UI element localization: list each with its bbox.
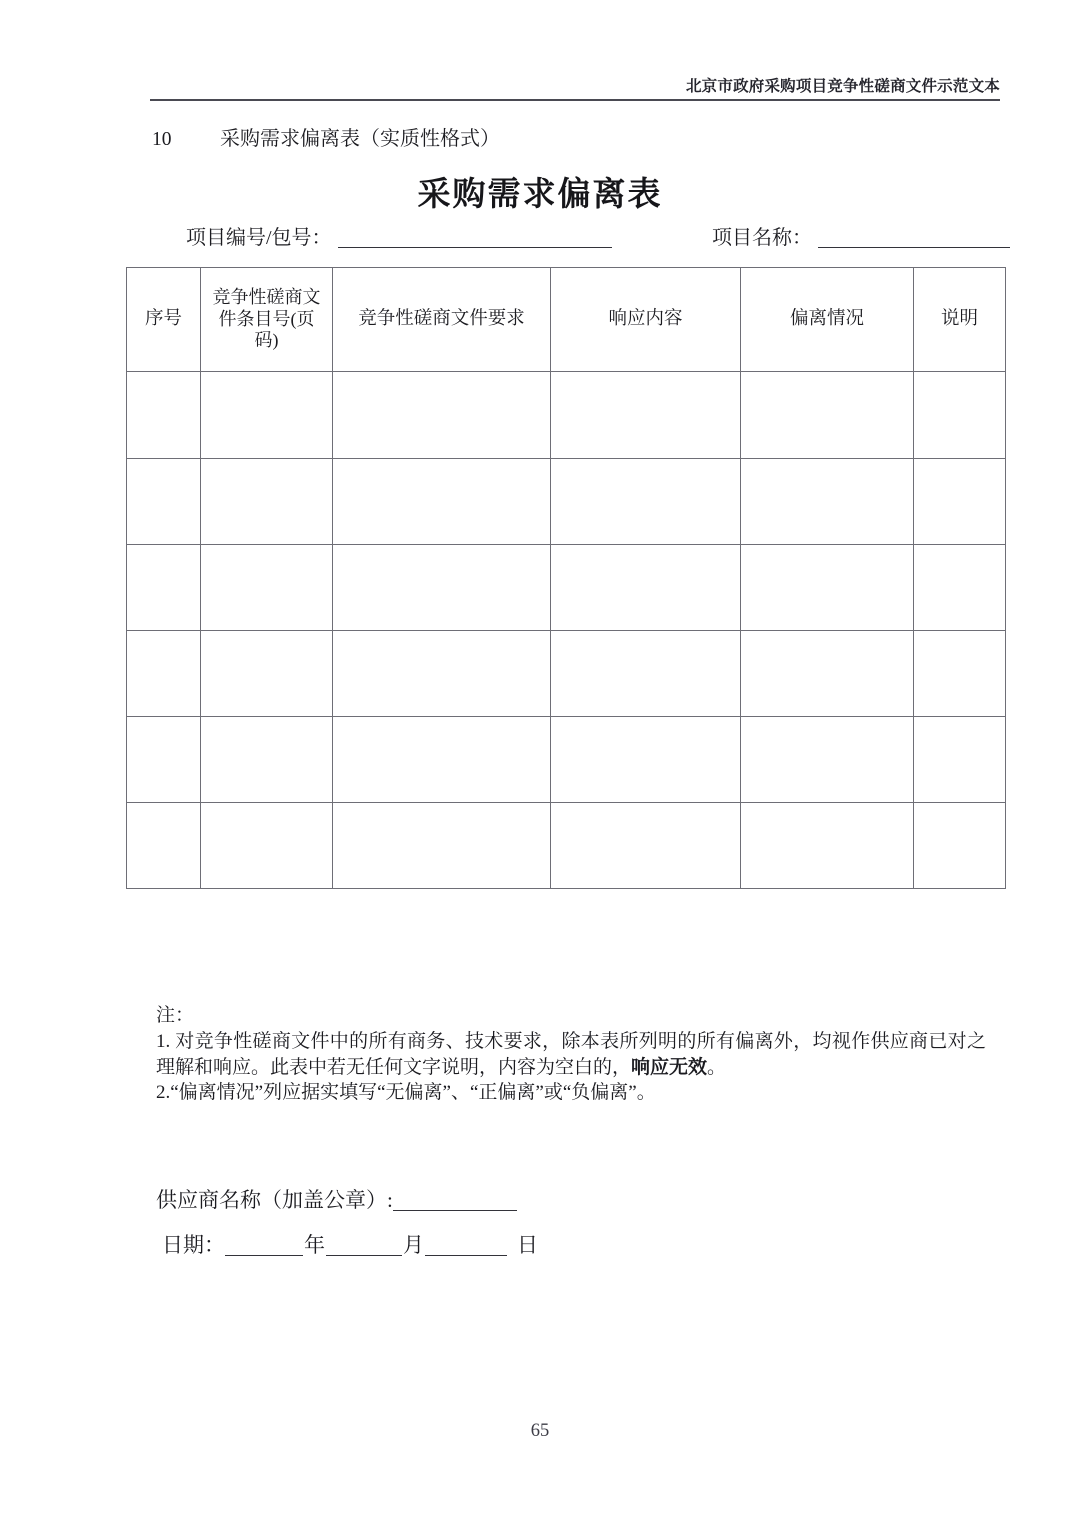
date-month-unit: 月 (403, 1233, 424, 1257)
notes-section (156, 1003, 986, 1105)
project-name-input[interactable] (818, 228, 1010, 248)
note-1-text-part-1: 1. 对竞争性磋商文件中的所有商务、技术要求，除本表所列明的所有偏离外，均视作供应商已对之理解和响应。此表中若无任何文字说明，内容为空白的， (156, 1031, 986, 1078)
note-1-text-part-2: 。 (707, 1056, 727, 1078)
project-number-input[interactable] (338, 228, 612, 248)
cell-deviation[interactable] (741, 459, 914, 545)
header-rule-divider (150, 99, 1000, 101)
clause-header-line-3: 码) (254, 330, 279, 351)
column-header-response: 响应内容 (551, 268, 741, 372)
column-header-clause-number (201, 268, 333, 372)
table-header-row (127, 268, 1006, 372)
cell-clause[interactable] (201, 459, 333, 545)
section-number: 10 (152, 129, 172, 150)
supplier-name-field (156, 1190, 756, 1211)
section-title: 采购需求偏离表（实质性格式） (220, 128, 500, 150)
date-day-input[interactable] (425, 1235, 507, 1256)
cell-response[interactable] (551, 803, 741, 889)
cell-requirement[interactable] (333, 717, 551, 803)
cell-note[interactable] (914, 803, 1006, 889)
column-header-deviation: 偏离情况 (741, 268, 914, 372)
cell-requirement[interactable] (333, 631, 551, 717)
date-label: 日期： (162, 1233, 225, 1257)
cell-deviation[interactable] (741, 372, 914, 459)
supplier-name-input[interactable] (393, 1190, 517, 1211)
cell-requirement[interactable] (333, 459, 551, 545)
cell-note[interactable] (914, 631, 1006, 717)
table-row (127, 459, 1006, 545)
date-year-unit: 年 (304, 1233, 325, 1257)
clause-header-line-1: 竞争性磋商文 (212, 287, 321, 308)
cell-note[interactable] (914, 372, 1006, 459)
section-heading (152, 127, 500, 152)
project-number-label: 项目编号/包号： (186, 227, 332, 249)
table-row (127, 717, 1006, 803)
cell-note[interactable] (914, 459, 1006, 545)
table-body (127, 372, 1006, 889)
cell-sequence[interactable] (127, 545, 201, 631)
cell-clause[interactable] (201, 717, 333, 803)
cell-sequence[interactable] (127, 372, 201, 459)
clause-header-line-2: 件条目号(页 (218, 308, 315, 329)
table-row (127, 803, 1006, 889)
cell-response[interactable] (551, 372, 741, 459)
project-name-label: 项目名称： (712, 227, 812, 249)
cell-clause[interactable] (201, 803, 333, 889)
running-header (150, 78, 1000, 97)
page-number: 65 (530, 1421, 550, 1441)
date-day-unit: 日 (517, 1233, 538, 1257)
cell-sequence[interactable] (127, 803, 201, 889)
project-name-field (712, 228, 1010, 248)
cell-sequence[interactable] (127, 717, 201, 803)
note-1-emphasis: 响应无效 (631, 1056, 708, 1078)
running-header-text: 北京市政府采购项目竞争性磋商文件示范文本 (685, 78, 1000, 95)
cell-clause[interactable] (201, 372, 333, 459)
cell-clause[interactable] (201, 545, 333, 631)
cell-response[interactable] (551, 631, 741, 717)
cell-response[interactable] (551, 459, 741, 545)
column-header-note: 说明 (914, 268, 1006, 372)
project-number-field (186, 228, 612, 248)
date-month-input[interactable] (326, 1235, 402, 1256)
cell-sequence[interactable] (127, 459, 201, 545)
cell-deviation[interactable] (741, 717, 914, 803)
notes-heading: 注： (156, 1005, 195, 1026)
cell-deviation[interactable] (741, 803, 914, 889)
date-year-input[interactable] (225, 1235, 303, 1256)
cell-response[interactable] (551, 545, 741, 631)
cell-requirement[interactable] (333, 545, 551, 631)
supplier-name-label: 供应商名称（加盖公章）: (156, 1188, 393, 1212)
table-row (127, 372, 1006, 459)
deviation-table (126, 267, 1006, 889)
cell-sequence[interactable] (127, 631, 201, 717)
table-row (127, 631, 1006, 717)
project-meta-row (0, 228, 1080, 258)
column-header-requirement: 竞争性磋商文件要求 (333, 268, 551, 372)
form-title: 采购需求偏离表 (417, 177, 663, 213)
table-row (127, 545, 1006, 631)
signature-block (156, 1190, 756, 1256)
note-item-1 (156, 1029, 986, 1080)
column-header-sequence: 序号 (127, 268, 201, 372)
cell-response[interactable] (551, 717, 741, 803)
cell-deviation[interactable] (741, 631, 914, 717)
cell-deviation[interactable] (741, 545, 914, 631)
note-item-2: 2.“偏离情况”列应据实填写“无偏离”、“正偏离”或“负偏离”。 (156, 1081, 656, 1103)
date-field (156, 1235, 756, 1256)
cell-requirement[interactable] (333, 372, 551, 459)
cell-note[interactable] (914, 545, 1006, 631)
cell-requirement[interactable] (333, 803, 551, 889)
cell-clause[interactable] (201, 631, 333, 717)
cell-note[interactable] (914, 717, 1006, 803)
